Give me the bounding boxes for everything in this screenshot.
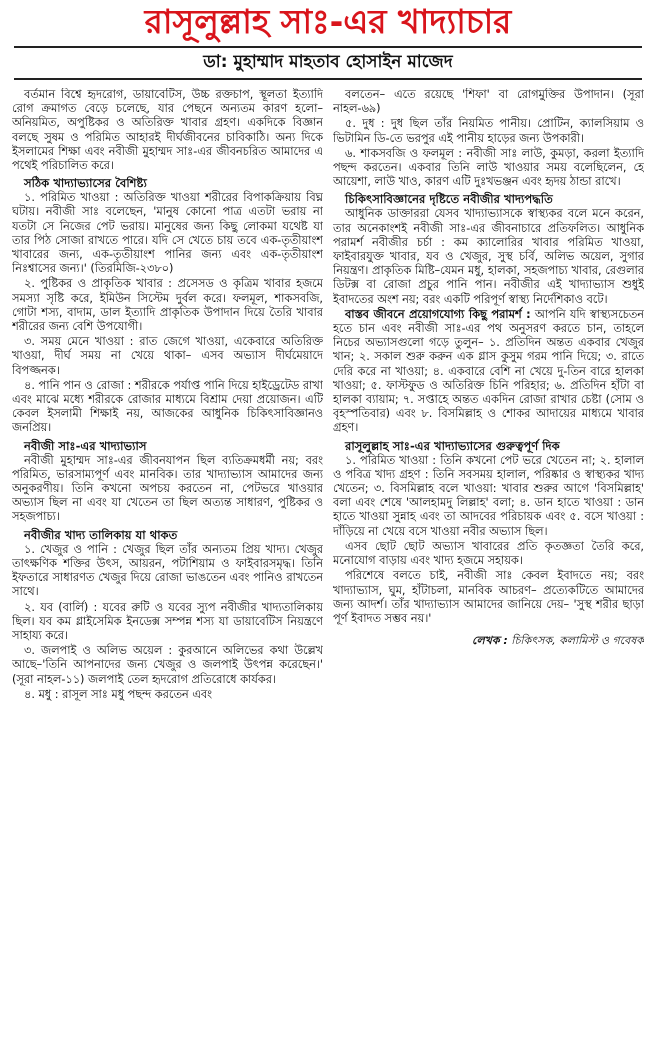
paragraph: ১. পরিমিত খাওয়া : তিনি কখনো পেট ভরে খেতেন না; ২. হালাল ও পবিত্র খাদ্য গ্রহণ : তিনি সবসময় হালাল, পরিষ্কার ও স্বাস্থ্যকর খাদ্য খেতেন; ৩. বিসমিল্লাহ বলে খাওয়া: খাবার শুরুর আগে 'বিসমিল্লাহ' বলা এবং শেষে 'আলহামদু লিল্লাহ' বলা; ৪. ডান হাতে খাওয়া : ডান হাতে খাওয়া সুন্নাহ এবং তা আদবের পরিচায়ক এবং ৫. বসে খাওয়া : দাঁড়িয়ে না খেয়ে বসে খাওয়া নবীর অভ্যাস ছিল। [333, 453, 644, 538]
article-body [6, 88, 650, 1030]
paragraph: ৪. মধু : রাসূল সাঃ মধু পছন্দ করতেন এবং [24, 687, 212, 701]
section-heading: নবীজীর খাদ্য তালিকায় যা থাকত [24, 527, 178, 542]
author-bar [14, 46, 642, 80]
paragraph: পরিশেষে বলতে চাই, নবীজী সাঃ কেবল ইবাদতে নয়; বরং খাদ্যাভ্যাস, ঘুম, হাঁটাচলা, মানবিক আচরণ– প্রত্যেকটিতে আমাদের জন্য আদর্শ। তাঁর খাদ্যাভ্যাস আমাদের জানিয়ে দেয়– 'সুস্থ শরীর ছাড়া পূর্ণ ইবাদত সম্ভব নয়।' [333, 569, 644, 625]
paragraph: ৩. জলপাই ও অলিভ অয়েল : কুরআনে অলিভের কথা উল্লেখ আছে–'তিনি আপনাদের জন্য খেজুর ও জলপাই উৎপন্ন করেছেন।' (সূরা নাহল-১১) জলপাই তেল হৃদরোগ প্রতিরোধে কার্যকর। [12, 644, 323, 686]
section-heading: সঠিক খাদ্যাভ্যাসের বৈশিষ্ট্য [24, 176, 147, 191]
paragraph: ১. পরিমিত খাওয়া : অতিরিক্ত খাওয়া শরীরের বিপাকক্রিয়ায় বিঘ্ন ঘটায়। নবীজী সাঃ বলেছেন, 'মানুষ কোনো পাত্র এতটা ভরায় না যতটা সে নিজের পেট ভরায়। মানুষের জন্য কিছু লোকমা যথেষ্ট যা তার পিঠ সোজা রাখতে পারে। যদি সে খেতে চায় তবে এক-তৃতীয়াংশ খাবারের জন্য, এক-তৃতীয়াংশ পানির জন্য এবং এক-তৃতীয়াংশ নিঃশ্বাসের জন্য।' (তিরমিজি-২৩৮০) [12, 191, 323, 276]
paragraph: ২. যব (বার্লি) : যবের রুটি ও যবের স্যুপ নবীজীর খাদ্যতালিকায় ছিল। যব কম গ্লাইসেমিক ইনডেক্স সম্পন্ন শস্য যা ডায়াবেটিস নিয়ন্ত্রণে সাহায্য করে। [12, 600, 323, 642]
writer-label: লেখক : [472, 634, 508, 648]
author-name: ডা: মুহাম্মাদ মাহতাব হোসাইন মাজেদ [203, 52, 453, 72]
paragraph: ১. খেজুর ও পানি : খেজুর ছিল তাঁর অন্যতম প্রিয় খাদ্য। খেজুর তাৎক্ষণিক শক্তির উৎস, আয়রন, পটাশিয়াম ও ফাইবারসমৃদ্ধ। তিনি ইফতারে সাধারণত খেজুর দিয়ে রোজা ভাঙতেন এবং পানিও রাখতেন সাথে। [12, 542, 323, 599]
paragraph: আধুনিক ডাক্তাররা যেসব খাদ্যাভ্যাসকে স্বাস্থ্যকর বলে মনে করেন, তার অনেকাংশই নবীজী সাঃ-এর জীবনাচারে প্রতিফলিত। আধুনিক পরামর্শ নবীজীর চর্চা : কম ক্যালোরির খাবার পরিমিত খাওয়া, ফাইবারযুক্ত খাবার, যব ও খেজুর, সুস্থ চর্বি, অলিভ অয়েল, সুগার নিয়ন্ত্রণ। প্রাকৃতিক মিষ্টি–যেমন মধু, হালকা, সহজপাচ্য খাবার, রেগুলার ডিটক্স বা রোজা প্রচুর পানি পান। নবীজীর এই খাদ্যাভ্যাস শুধুই ইবাদতের অংশ নয়; বরং একটি পরিপূর্ণ স্বাস্থ্য নির্দেশিকাও বটে। [333, 207, 644, 306]
article-page [0, 2, 656, 1044]
paragraph: ৩. সময় মেনে খাওয়া : রাত জেগে খাওয়া, একেবারে অতিরিক্ত খাওয়া, দীর্ঘ সময় না খেয়ে থাকা– এসব অভ্যাস দীর্ঘমেয়াদে বিপজ্জনক। [12, 335, 323, 377]
writer-note [333, 634, 644, 648]
paragraph-lead: বাস্তব জীবনে প্রয়োগযোগ্য কিছু পরামর্শ : [345, 307, 531, 321]
paragraph: ৫. দুধ : দুধ ছিল তাঁর নিয়মিত পানীয়। প্রোটিন, ক্যালসিয়াম ও ভিটামিন ডি-তে ভরপুর এই পানীয় হাড়ের জন্য উপকারী। [333, 117, 644, 145]
paragraph [333, 308, 644, 436]
paragraph: ৪. পানি পান ও রোজা : শরীরকে পর্যাপ্ত পানি দিয়ে হাইড্রেটেড রাখা এবং মাঝে মধ্যে শরীরকে রোজার মাধ্যমে বিশ্রাম দেয়া প্রয়োজন। এটি কেবল ইসলামী শিক্ষাই নয়, আজকের আধুনিক চিকিৎসাবিজ্ঞানও জনপ্রিয়। [12, 378, 323, 435]
section-heading: চিকিৎসাবিজ্ঞানের দৃষ্টিতে নবীজীর খাদ্যপদ্ধতি [345, 192, 553, 207]
paragraph: বর্তমান বিশ্বে হৃদরোগ, ডায়াবেটিস, উচ্চ রক্তচাপ, স্থূলতা ইত্যাদি রোগ ক্রমাগত বেড়ে চলেছে, যার পেছনে অন্যতম কারণ হলো– অনিয়মিত, অপুষ্টিকর ও অতিরিক্ত খাবার গ্রহণ। একদিকে বিজ্ঞান বলছে সুষম ও পরিমিত আহারই দীর্ঘজীবনের চাবিকাঠি। অন্য দিকে ইসলামের শিক্ষা এবং নবীজী মুহাম্মদ সাঃ-এর জীবনচরিত আমাদের এ পথেই পরিচালিত করে। [12, 88, 323, 173]
paragraph: নবীজী মুহাম্মদ সাঃ-এর জীবনযাপন ছিল ব্যতিক্রমধর্মী নয়; বরং পরিমিত, ভারসাম্যপূর্ণ এবং মানবিক। তার খাদ্যাভ্যাস আমাদের জন্য অনুকরণীয়। তিনি কখনো অপচয় করতেন না, পেটভরে খাওয়ার অভ্যাস ছিল না এবং যা খেতেন তা ছিল অত্যন্ত সাধারণ, পুষ্টিকর ও সহজপাচ্য। [12, 453, 323, 524]
left-column [12, 88, 323, 1030]
section-heading: নবীজী সাঃ-এর খাদ্যাভ্যাস [24, 438, 147, 453]
section-heading: রাসূলুল্লাহ সাঃ-এর খাদ্যাভ্যাসের গুরুত্বপূর্ণ দিক [345, 438, 560, 453]
paragraph: ৬. শাকসবজি ও ফলমূল : নবীজী সাঃ লাউ, কুমড়া, করলা ইত্যাদি পছন্দ করতেন। একবার তিনি লাউ খাওয়ার সময় বলেছিলেন, হে আয়েশা, লাউ খাও, কারণ এটি দুঃখভঞ্জন এবং হৃদয় ঠান্ডা রাখে। [333, 146, 644, 189]
paragraph: এসব ছোট ছোট অভ্যাস খাবারের প্রতি কৃতজ্ঞতা তৈরি করে, মনোযোগ বাড়ায় এবং খাদ্য হজমে সহায়ক। [333, 539, 644, 568]
right-column [333, 88, 644, 1030]
paragraph: বলতেন– এতে রয়েছে 'শিফা' বা রোগমুক্তির উপাদান। (সূরা নাহল-৬৯) [333, 88, 644, 116]
paragraph: ২. পুষ্টিকর ও প্রাকৃতিক খাবার : প্রসেসড ও কৃত্রিম খাবার হজমে সমস্যা সৃষ্টি করে, ইমিউন সিস্টেম দুর্বল করে। ফলমূল, শাকসবজি, গোটা শস্য, বাদাম, ডাল ইত্যাদি প্রাকৃতিক উপাদান দিয়ে তৈরি খাবার শরীরের জন্য বেশি উপযোগী। [12, 277, 323, 334]
writer-description: চিকিৎসক, কলামিস্ট ও গবেষক [507, 634, 644, 648]
article-title: রাসূলুল্লাহ সাঃ-এর খাদ্যাচার [144, 2, 512, 41]
paragraph-text: আপনি যদি স্বাস্থ্যসচেতন হতে চান এবং নবীজী সাঃ-এর পথ অনুসরণ করতে চান, তাহলে নিচের অভ্যাসগুলো গড়ে তুলুন– ১. প্রতিদিন অন্তত একবার খেজুর খান; ২. সকাল শুরু করুন এক গ্লাস কুসুম গরম পানি দিয়ে; ৩. রাতে দেরি করে না খাওয়া; ৪. একবারে বেশি না খেয়ে দু-তিন বারে হালকা খাওয়া; ৫. ফাস্টফুড ও অতিরিক্ত চিনি পরিহার; ৬. প্রতিদিন হাঁটা বা হালকা ব্যায়াম; ৭. সপ্তাহে অন্তত একদিন রোজা রাখার চেষ্টা (সোম ও বৃহস্পতিবার) এবং ৮. বিসমিল্লাহ ও শোকর আদায়ের মাধ্যমে খাবার গ্রহণ। [333, 307, 644, 435]
